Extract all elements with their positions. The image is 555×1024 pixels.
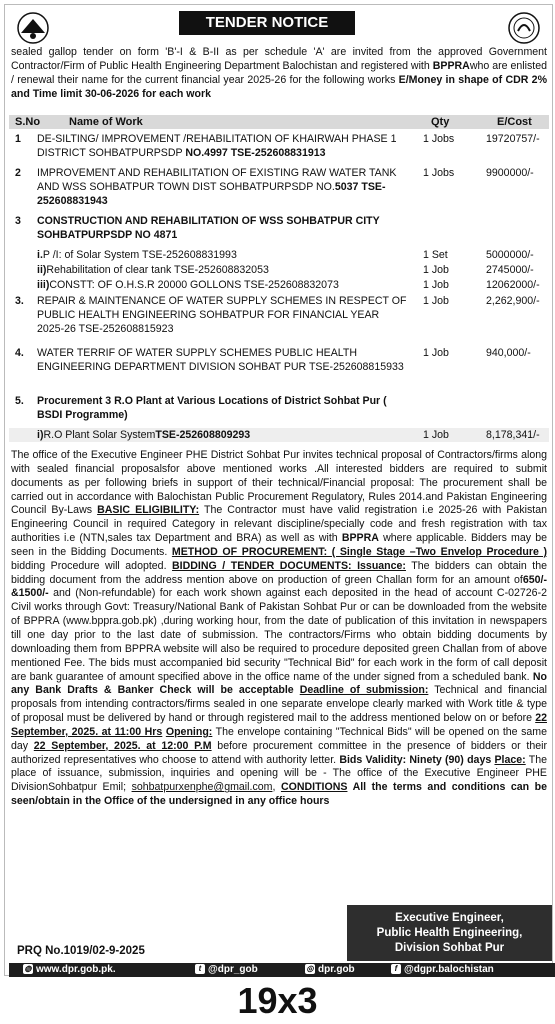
prq-number: PRQ No.1019/02-9-2025 (17, 945, 145, 957)
notice-body: The office of the Executive Engineer PHE District Sohbat Pur invites technical proposal of Contractors/firms along with sealed financial proposalsfor above mentioned works .All interested bidders are required to submit documents as per following briefs in support of their technical/Financial proposal: The procurement shall be carried out in accordance with Balochistan Public Procurement Regulatory, Rules 2014.and Pakistan Engineering Council By-Laws BASIC ELIGIBILITY: The Contractor must have valid registration i.e 2025-26 with Pakistan Engineering Council in required Category in relevant discipline/specially code and fresh registration with tax authorities i.e (NTN,sales tax Department and BRA) as well as with BPPRA where applicable. Bidders may be seen in the Bidding Documents. METHOD OF PROCUREMENT: ( Single Stage –Two Envelop Procedure ) bidding Procedure will adopted. BIDDING / TENDER DOCUMENTS: Issuance: The bidders can obtain the bidding document from the address mention above on production of green Challan form for an amount of650/- &1500/- and (Non-refundable) for each work shown against each deposited in the head of account C-02726-2 Civil works through Govt: Treasury/National Bank of Pakistan Sohbat Pur or can be downloaded from the website of BPPRA (www.bppra.gob.pk) ,during working hour, from the date of publication of this invitation in newspapers till one day prior to the last date of submission. The contractors/Firms who obtain bidding documents by downloading them from BPPRA website will also be required to procedure deposited green Challan from of above mentioned Fee. The bids must accompanied bid security "Technical Bid" for each work in the form of call deposit are bank guarantee of amount specified above in the office name of the under signed from a scheduled bank. No any Bank Drafts & Banker Check will be acceptable Deadline of submission: Technical and financial proposals from intending contractors/firms sealed in one separate envelope clearly marked with Work title & type of proposal must be delivered by hand or through registered mail to the address mentioned below on or before 22 September, 2025. at 11:00 Hrs Opening: The envelope containing "Technical Bids" will be opened on the same day 22 September, 2025. at 12:00 P.M before procurement committee in the presence of bidders or their authorized representatives who choose to attend with authority letter. Bids Validity: Ninety (90) days Place: The place of issuance, submission, inquiries and opening will be - The office of the Executive Engineer PHE DivisionSohbatpur Emil; sohbatpurxenphe@gmail.com, CONDITIONS All the terms and conditions can be seen/obtain in the Office of the undersigned in any office hours (11, 449, 548, 808)
ad-size-label: 19x3 (237, 980, 318, 1021)
notice-title: TENDER NOTICE (179, 11, 355, 35)
instagram-icon: ◎ (306, 964, 314, 974)
signature-block: Executive Engineer, Public Health Engineering, Division Sohbat Pur (347, 905, 552, 961)
instagram-handle[interactable]: dpr.gob (318, 964, 355, 975)
header-qty: Qty (431, 116, 450, 128)
globe-icon: ◍ (24, 964, 32, 974)
footer-social-bar (9, 963, 555, 977)
government-emblem-logo (9, 11, 57, 45)
header-cost: E/Cost (497, 116, 532, 128)
table-row: i)R.O Plant Solar SystemTSE-252608809293 1 Job 8,178,341/- (9, 428, 549, 442)
twitter-icon: t (195, 964, 205, 974)
facebook-icon: f (391, 964, 401, 974)
department-emblem-logo (500, 11, 548, 45)
website-link[interactable]: www.dpr.gob.pk. (36, 964, 116, 975)
facebook-handle[interactable]: @dgpr.balochistan (404, 964, 494, 975)
header-work: Name of Work (69, 116, 143, 128)
works-table-header (9, 115, 549, 129)
email-link[interactable]: sohbatpurxenphe@gmail.com (131, 781, 273, 794)
intro-paragraph: sealed gallop tender on form 'B'-I & B-II as per schedule 'A' are invited from the approved Government Contractor/Firm of Public Health Engineering Department Balochistan and registered with BPPRAwho are enlisted / renewal their name for the current financial year 2025-26 for the following works E/Money in shape of CDR 2% and Time limit 30-06-2026 for each work (11, 46, 547, 100)
header-sn: S.No (15, 116, 41, 128)
twitter-handle[interactable]: @dpr_gob (208, 964, 258, 975)
tender-notice-sheet: TENDER NOTICE sealed gallop tender on form 'B'-I & B-II as per schedule 'A' are invited from the approved Government Contractor/Firm of Public Health Engineering Department Balochistan and registered with BPPRAwho are enlisted / renewal their name for the current financial year 2025-26 for the following works E/Money in shape of CDR 2% and Time limit 30-06-2026 for each work S.No Name of Work Qty E/Cost 1 DE-SILTING/ IMPROVEMENT /REHABILITATION OF KHAIRWAH PHASE 1 DISTRICT SOHBATPURPSDP NO.4997 TSE-252608831913 1 Jobs 19720757/- 2 IMPROVEMENT AND REHABILITATION OF EXISTING RAW WATER TANK AND WSS SOHBATPUR TOWN DIST SOHBATPURPSDP NO.5037 TSE-252608831943 1 Jobs 9900000/- 3 CONSTRUCTION AND REHABILITATION OF WSS SOHBATPUR CITY SOHBATPURPSDP NO 4871 i.P /I: of Solar System TSE-252608831993 1 Set 5000000/- ii)Rehabilitation of clear tank TSE-252608832053 1 Job 2745000/- iii)CONSTT: OF O.H.S.R 20000 GOLLONS TSE-252608832073 1 Job 12062000/- 3. REPAIR & MAINTENANCE OF WATER SUPPLY SCHEMES IN RESPECT OF PUBLIC HEALTH ENGINEERING SOHBATPUR FOR FINANCIAL YEAR 2025-26 TSE-252608815923 1 Job 2,262,900/- 4. WATER TERRIF OF WATER SUPPLY SCHEMES PUBLIC HEALTH ENGINEERING DEPARTMENT DIVISION SOHBAT PUR TSE-252608815933 1 Job 940,000/- 5. Procurement 3 R.O Plant at Various Locations of District Sohbat Pur ( BSDI Programme) i)R.O Plant Solar SystemTSE-252608809293 1 Job 8,178,341/- The office of the Executive Engineer PHE District Sohbat Pur invites technical proposal of Contractors/firms along with sealed financial proposalsfor above mentioned works .All interested bidders are required to submit documents as per following briefs in support of their technical/Financial proposal: The procurement shall be carried out in accordance with Balochistan Public Procurement Regulatory, Rules 2014.and Pakistan Engineering Council By-Laws BASIC ELIGIBILITY: The Contractor must have valid registration i.e 2025-26 with Pakistan Engineering Council in required Category in relevant discipline/specially code and fresh registration with tax authorities i.e (NTN,sales tax Department and BRA) as well as with BPPRA where applicable. Bidders may be seen in the Bidding Documents. METHOD OF PROCUREMENT: ( Single Stage –Two Envelop Procedure ) bidding Procedure will adopted. BIDDING / TENDER DOCUMENTS: Issuance: The bidders can obtain the bidding document from the address mention above on production of green Challan form for an amount of650/- &1500/- and (Non-refundable) for each work shown against each deposited in the head of account C-02726-2 Civil works through Govt: Treasury/National Bank of Pakistan Sohbat Pur or can be downloaded from the website of BPPRA (www.bppra.gob.pk) ,during working hour, from the date of publication of this invitation in newspapers till one day prior to the last date of submission. The contractors/Firms who obtain bidding documents by downloading them from BPPRA website will also be required to procedure deposited green Challan from of above mentioned Fee. The bids must accompanied bid security "Technical Bid" for each work in the form of call deposit are bank guarantee of amount specified above in the office name of the under signed from a scheduled bank. No any Bank Drafts & Banker Check will be acceptable Deadline of submission: Technical and financial proposals from intending contractors/firms sealed in one separate envelope clearly marked with Work title & type of proposal must be delivered by hand or through registered mail to the address mentioned below on or before 22 September, 2025. at 11:00 Hrs Opening: The envelope containing "Technical Bids" will be opened on the same day 22 September, 2025. at 12:00 P.M before procurement committee in the presence of bidders or their authorized representatives who choose to attend with authority letter. Bids Validity: Ninety (90) days Place: The place of issuance, submission, inquiries and opening will be - The office of the Executive Engineer PHE DivisionSohbatpur Emil; sohbatpurxenphe@gmail.com, CONDITIONS All the terms and conditions can be seen/obtain in the Office of the undersigned in any office hours Executive Engineer, Public Health Engineering, Division Sohbat Pur PRQ No.1019/02-9-2025 ◍ www.dpr.gob.pk. t @dpr_gob ◎ dpr.gob f @dgpr.balochistan (4, 4, 553, 976)
